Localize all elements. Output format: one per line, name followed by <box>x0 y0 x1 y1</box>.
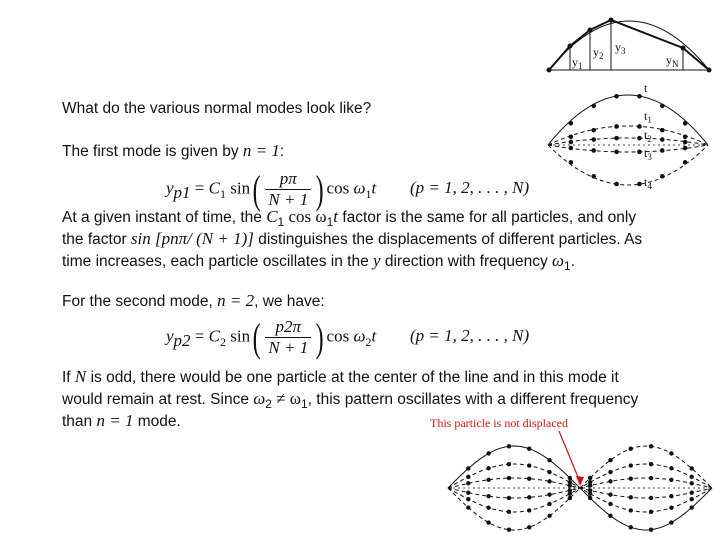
equation-1: $y_{p1} = C_1$ sin( $\frac{p\pi}{N + 1}$ ) $\cos \omega_1t$ <box>166 167 377 212</box>
particle <box>507 527 511 531</box>
para2-line3: than n = 1 mode. <box>62 411 181 430</box>
particle <box>507 462 511 466</box>
svg-text:yN: $y_N$ <box>666 53 679 69</box>
particle <box>649 462 653 466</box>
particle <box>527 525 531 529</box>
para1-line3: time increases, each particle oscillates in the y direction with frequency $\omega_1$. <box>62 251 576 274</box>
equation-2: $y_{p2} = C_2$ sin( $\frac{p2\pi}{N + 1}$ ) $\cos \omega_2t$ <box>166 315 377 360</box>
particle <box>608 502 612 506</box>
para2-line1: If N is odd, there would be one particle at the center of the line and in this mode it <box>62 367 619 386</box>
particle <box>608 458 612 462</box>
particle <box>608 492 612 496</box>
particle <box>689 505 693 509</box>
particle <box>547 479 551 483</box>
particle <box>669 520 673 524</box>
particle <box>486 506 490 510</box>
particle <box>629 447 633 451</box>
particle <box>629 463 633 467</box>
particle <box>669 506 673 510</box>
equation-1-range: (p = 1, 2, . . . , N) <box>410 178 530 197</box>
particle <box>649 444 653 448</box>
particle <box>486 451 490 455</box>
particle <box>629 476 633 480</box>
particle <box>649 510 653 514</box>
svg-text:t1: $t_1$ <box>644 109 652 125</box>
particle <box>629 495 633 499</box>
particle <box>547 458 551 462</box>
particle <box>608 514 612 518</box>
svg-text:y1: $y_1$ <box>572 55 583 71</box>
particle <box>689 497 693 501</box>
svg-text:t4: $t_4$ <box>644 175 652 191</box>
particle <box>466 466 470 470</box>
svg-text:y3: $y_3$ <box>615 40 626 56</box>
particle <box>629 525 633 529</box>
arrow-line <box>559 431 580 482</box>
particle <box>466 481 470 485</box>
particle <box>486 520 490 524</box>
particle <box>547 470 551 474</box>
particle <box>689 466 693 470</box>
particle <box>649 476 653 480</box>
para1-line2: the factor sin [pnπ/ (N + 1)] distinguishes the displacements of different particles. As <box>62 229 643 248</box>
label-yN: y <box>666 53 672 67</box>
particle <box>466 490 470 494</box>
particle <box>466 497 470 501</box>
particle <box>608 470 612 474</box>
particle <box>507 510 511 514</box>
particle <box>669 478 673 482</box>
particle <box>507 496 511 500</box>
particle <box>527 508 531 512</box>
particle <box>466 505 470 509</box>
particle <box>527 476 531 480</box>
particle <box>527 463 531 467</box>
particle <box>608 479 612 483</box>
particle <box>689 490 693 494</box>
svg-text:t3: $t_3$ <box>644 146 652 162</box>
particle <box>669 494 673 498</box>
particle <box>669 466 673 470</box>
particle <box>588 496 592 500</box>
particle <box>547 492 551 496</box>
particle <box>527 447 531 451</box>
particle <box>588 476 592 480</box>
particle <box>568 496 572 500</box>
particle <box>486 494 490 498</box>
label-y1: y <box>572 55 578 69</box>
particle <box>568 476 572 480</box>
particle <box>486 466 490 470</box>
label-y2: y <box>593 45 599 59</box>
particle <box>669 451 673 455</box>
label-y3: y <box>615 40 621 54</box>
first-mode-intro: The first mode is given by n = 1: <box>62 141 285 160</box>
caption-not-displaced: This particle is not displaced <box>430 416 568 430</box>
particle <box>547 502 551 506</box>
para2-line2: would remain at rest. Since $\omega_2 \ne \omega_1$, this pattern oscillates with a different frequency <box>62 389 639 412</box>
particle <box>507 476 511 480</box>
equation-2-range: (p = 1, 2, . . . , N) <box>410 326 530 345</box>
label-t: t <box>644 81 648 95</box>
particle <box>588 488 592 492</box>
mode2-curves <box>448 444 712 532</box>
particle <box>568 492 572 496</box>
particle <box>466 475 470 479</box>
particle <box>507 444 511 448</box>
particle <box>547 514 551 518</box>
svg-text:t2: $t_2$ <box>644 128 652 144</box>
particle <box>527 495 531 499</box>
particle <box>486 478 490 482</box>
particle <box>689 481 693 485</box>
particle <box>629 508 633 512</box>
particle <box>568 483 572 487</box>
particle <box>649 496 653 500</box>
second-mode-intro: For the second mode, n = 2, we have: <box>62 291 325 310</box>
particle <box>689 475 693 479</box>
particle <box>588 480 592 484</box>
svg-text:y2: $y_2$ <box>593 45 604 61</box>
particle <box>649 527 653 531</box>
para1-line1: At a given instant of time, the $C_1$ $\cos \omega_1t$ factor is the same for all particles, and only <box>62 207 637 230</box>
question-text: What do the various normal modes look like? <box>62 100 372 117</box>
